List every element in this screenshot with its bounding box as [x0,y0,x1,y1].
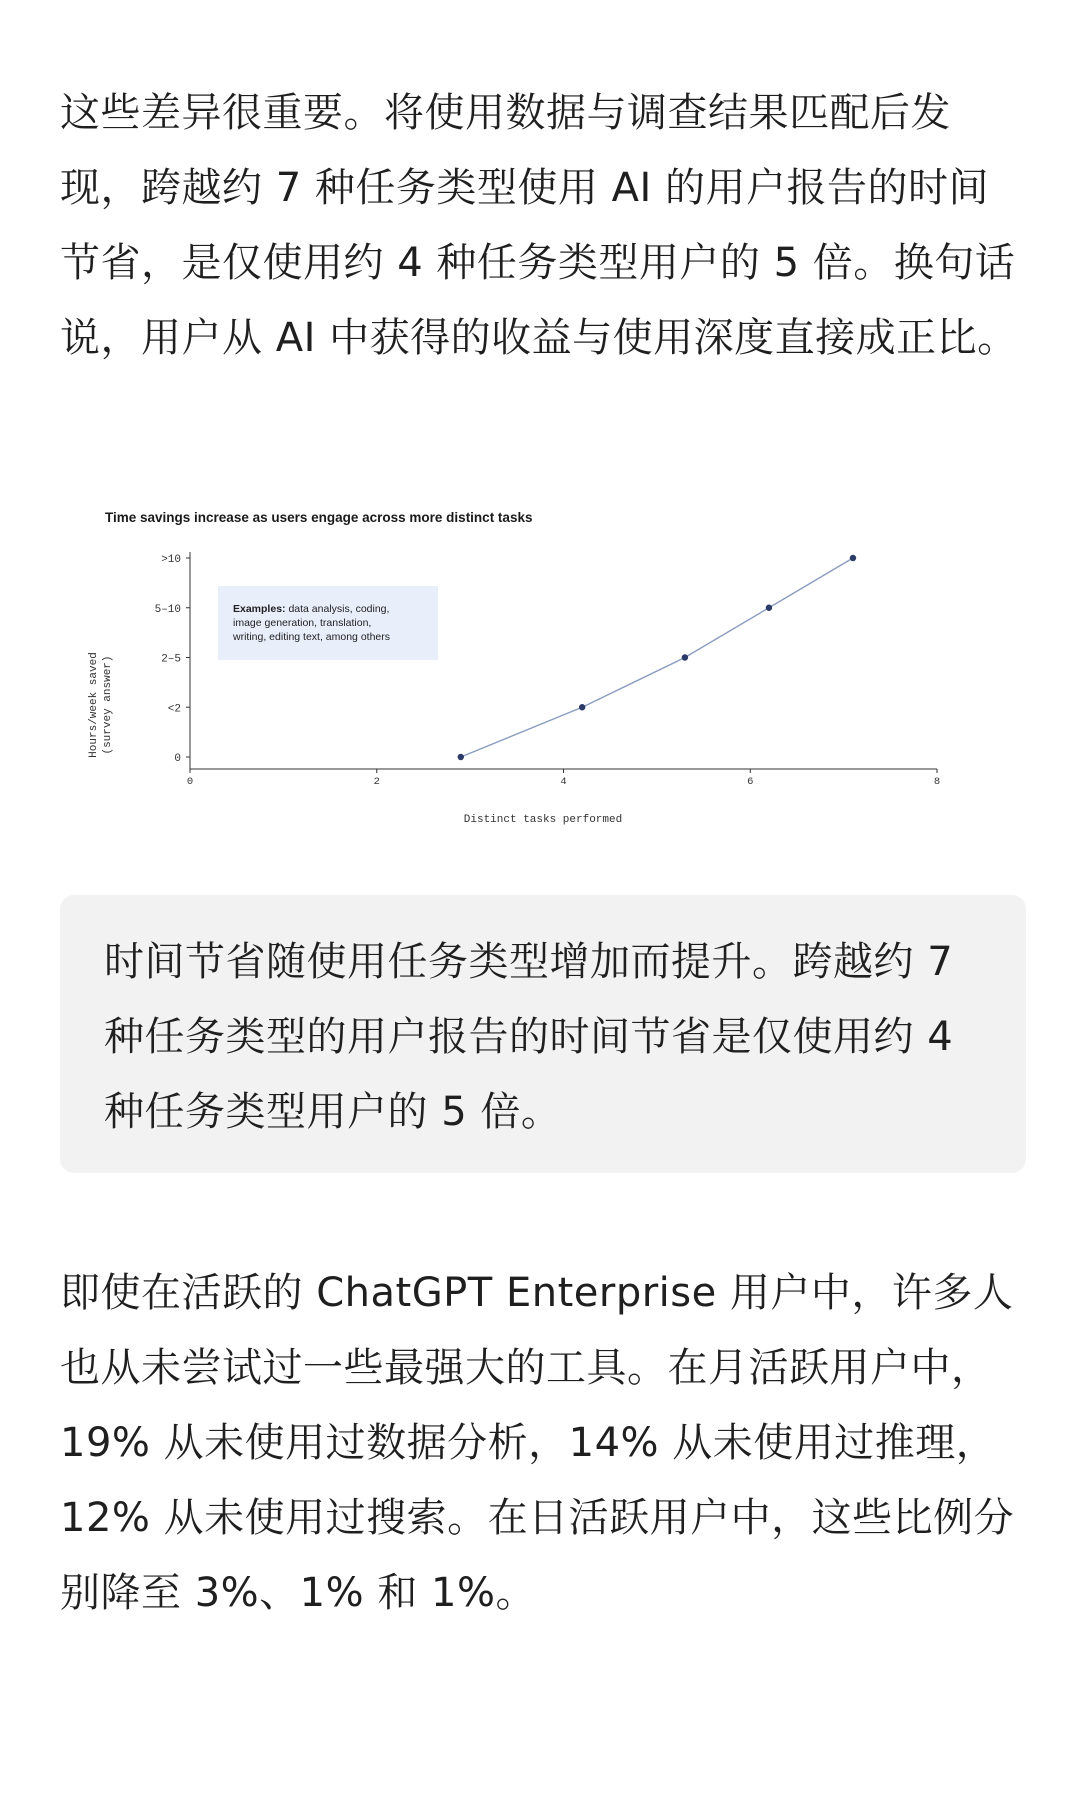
article-paragraph-2: 即使在活跃的 ChatGPT Enterprise 用户中，许多人也从未尝试过一些最强大的工具。在月活跃用户中，19% 从未使用过数据分析，14% 从未使用过推理，12% 从未使用过搜索。在日活跃用户中，这些比例分别降至 3%、1% 和 1%。 [60,1270,1015,1616]
y-axis-label: Hours/week saved [88,652,100,758]
y-tick-label: >10 [161,554,181,566]
x-tick-label: 4 [560,776,567,788]
annotation-line-1: data analysis, coding, [288,603,390,615]
y-tick-label: 5–10 [154,603,181,616]
annotation-line-2: image generation, translation, [233,617,372,629]
x-axis-label: Distinct tasks performed [463,814,623,826]
y-tick-label: 2–5 [161,653,181,666]
data-point [579,704,585,710]
x-tick-label: 8 [933,776,941,788]
chart-figure [60,490,1020,850]
x-tick-label: 2 [373,776,380,788]
x-tick-label: 0 [186,776,194,788]
article-paragraph-1: 这些差异很重要。将使用数据与调查结果匹配后发现，跨越约 7 种任务类型使用 AI 的用户报告的时间节省，是仅使用约 4 种任务类型用户的 5 倍。换句话说，用户从 AI 中获得的收益与使用深度直接成正比。 [60,90,1018,361]
data-point [850,555,856,561]
annotation-text [232,603,392,643]
data-point [766,605,772,611]
annotation-bold: Examples: [233,603,286,615]
chart-title: Time savings increase as users engage across more distinct tasks [105,510,533,525]
y-tick-label: <2 [167,703,181,716]
x-tick-label: 6 [747,776,754,788]
y-tick-label: 0 [174,753,181,765]
data-point [458,754,464,760]
time-savings-chart [60,490,1020,850]
annotation-line-3: writing, editing text, among others [233,631,390,643]
chart-series [458,555,857,760]
data-point [682,654,688,660]
series-line [461,558,853,757]
y-axis-sublabel: (survey answer) [102,655,114,755]
caption-text: 时间节省随使用任务类型增加而提升。跨越约 7 种任务类型的用户报告的时间节省是仅使用约 4 种任务类型用户的 5 倍。 [104,939,954,1135]
caption-box [60,895,1026,1173]
